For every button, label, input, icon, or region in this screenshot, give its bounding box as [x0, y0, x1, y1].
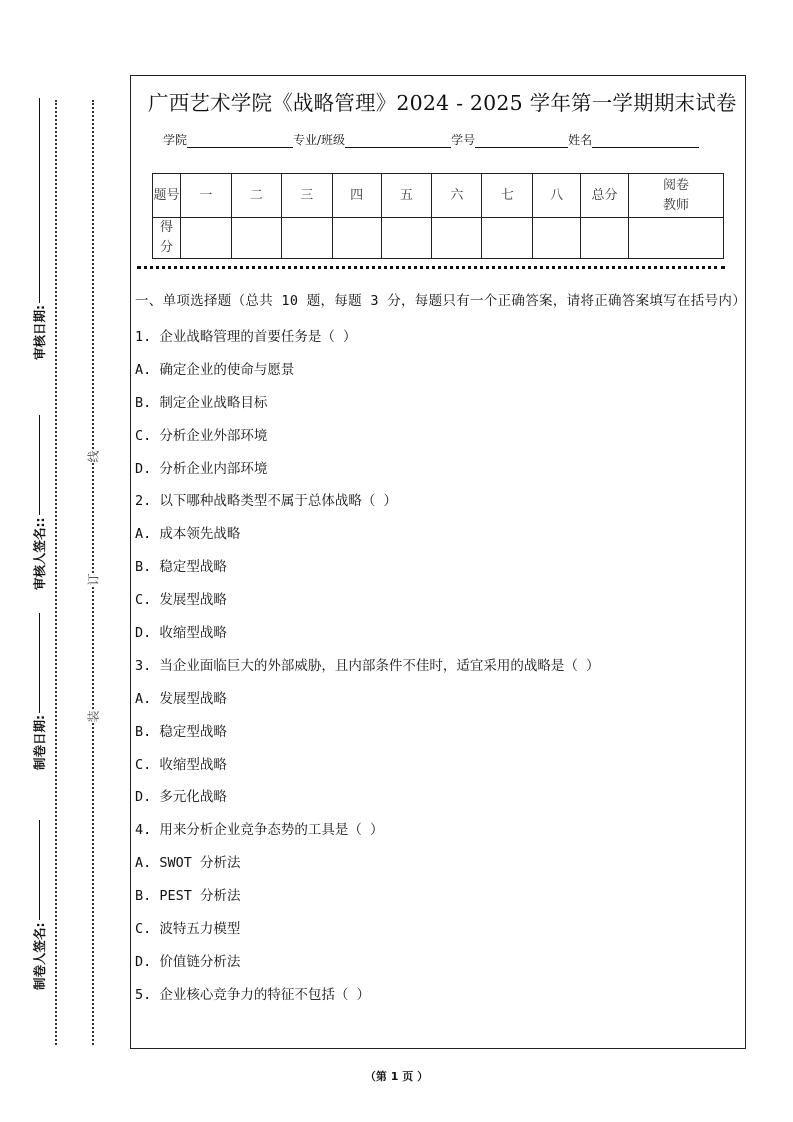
student-id-field[interactable] — [475, 134, 568, 148]
name-field[interactable] — [592, 134, 699, 148]
college-field[interactable] — [187, 134, 293, 148]
margin-dotted-line-outer — [55, 100, 57, 1045]
answer-option: B. PEST 分析法 — [135, 888, 241, 905]
score-cell[interactable] — [381, 218, 432, 259]
question-text: 3. 当企业面临巨大的外部威胁，且内部条件不佳时，适宜采用的战略是（ ） — [135, 657, 600, 674]
answer-option: C. 收缩型战略 — [135, 756, 227, 773]
maker-date-field — [30, 613, 48, 770]
answer-option: B. 稳定型战略 — [135, 559, 227, 576]
maker-sign-label: 制卷人签名: — [32, 922, 47, 990]
answer-option: D. 价值链分析法 — [135, 953, 241, 970]
question-section — [135, 290, 746, 1012]
dotted-separator — [137, 266, 725, 269]
answer-option: B. 制定企业战略目标 — [135, 394, 268, 411]
reviewer-sign-label: 审核人签名:: — [32, 517, 47, 590]
margin-mark-line: 线 — [86, 450, 101, 463]
header-cell: 题号 — [153, 174, 181, 218]
score-table — [152, 173, 724, 259]
score-cell[interactable] — [180, 218, 231, 259]
score-cell[interactable] — [482, 218, 533, 259]
score-cell[interactable] — [629, 218, 724, 259]
score-cell[interactable] — [332, 218, 381, 259]
answer-option: C. 分析企业外部环境 — [135, 427, 268, 444]
answer-option: D. 分析企业内部环境 — [135, 460, 268, 477]
header-cell: 七 — [482, 174, 533, 218]
score-cell[interactable] — [432, 218, 482, 259]
answer-option: D. 多元化战略 — [135, 789, 227, 806]
header-cell: 三 — [281, 174, 332, 218]
answer-option: C. 发展型战略 — [135, 592, 227, 609]
score-cell[interactable] — [281, 218, 332, 259]
header-cell: 五 — [381, 174, 432, 218]
maker-sign-field — [30, 821, 48, 991]
exam-title: 广西艺术学院《战略管理》2024 - 2025 学年第一学期期末试卷 — [148, 91, 737, 115]
score-table-score-row — [153, 218, 724, 259]
answer-option: A. 发展型战略 — [135, 690, 227, 707]
margin-mark-bind: 订 — [86, 573, 101, 586]
header-cell: 六 — [432, 174, 482, 218]
score-cell[interactable] — [581, 218, 629, 259]
answer-option: C. 波特五力模型 — [135, 921, 241, 938]
score-cell[interactable] — [533, 218, 581, 259]
header-cell: 阅卷教师 — [629, 174, 724, 218]
score-table-header-row — [153, 174, 724, 218]
question-text: 2. 以下哪种战略类型不属于总体战略（ ） — [135, 493, 398, 510]
score-label-cell: 得分 — [153, 218, 181, 259]
header-cell: 二 — [231, 174, 281, 218]
major-label: 专业/班级 — [293, 133, 346, 147]
question-text: 5. 企业核心竞争力的特征不包括（ ） — [135, 986, 371, 1003]
page-number: （第 1 页 ） — [364, 1070, 429, 1083]
answer-option: D. 收缩型战略 — [135, 625, 227, 642]
margin-mark-seal: 装 — [86, 710, 101, 723]
college-label: 学院 — [163, 133, 188, 147]
answer-option: A. SWOT 分析法 — [135, 855, 241, 872]
score-cell[interactable] — [231, 218, 281, 259]
reviewer-date-label: 审核日期: — [32, 305, 47, 360]
student-info-row — [163, 131, 699, 148]
reviewer-sign-field — [30, 416, 48, 591]
reviewer-date-field — [30, 98, 48, 360]
answer-option: B. 稳定型战略 — [135, 723, 227, 740]
header-cell: 八 — [533, 174, 581, 218]
name-label: 姓名 — [568, 133, 593, 147]
section-heading: 一、单项选择题（总共 10 题，每题 3 分，每题只有一个正确答案，请将正确答案填写在括号内） — [135, 293, 746, 309]
header-cell: 一 — [180, 174, 231, 218]
header-cell: 四 — [332, 174, 381, 218]
major-field[interactable] — [345, 134, 451, 148]
question-text: 1. 企业战略管理的首要任务是（ ） — [135, 329, 357, 345]
maker-date-label: 制卷日期: — [32, 715, 47, 770]
answer-option: A. 确定企业的使命与愿景 — [135, 361, 295, 378]
student-id-label: 学号 — [451, 133, 476, 147]
question-text: 4. 用来分析企业竞争态势的工具是（ ） — [135, 822, 384, 839]
answer-option: A. 成本领先战略 — [135, 526, 241, 543]
header-cell: 总分 — [581, 174, 629, 218]
